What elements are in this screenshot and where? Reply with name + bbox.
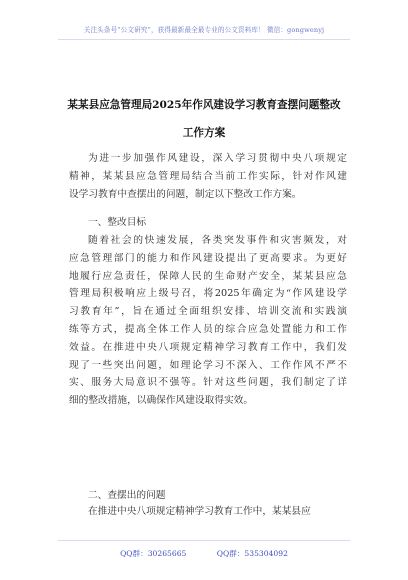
- footer-qq-group-2: QQ群：535304092: [216, 549, 288, 558]
- section2-heading: 二、查摆出的问题: [88, 490, 166, 501]
- section1-line: 应急管理部门的能力和作风建设提出了更高要求。为更好: [69, 252, 347, 264]
- section2-paragraph: [69, 503, 347, 521]
- bottom-divider: [58, 540, 350, 541]
- intro-line: 设学习教育中查摆出的问题，制定以下整改工作方案。: [69, 188, 302, 200]
- section1-line: 管理局积极响应上级号召，将2025年确定为“作风建设学: [69, 288, 347, 300]
- section1-line: 习教育年”，旨在通过全面组织安排、培训交流和实践演: [69, 306, 347, 318]
- section1-line: 地履行应急责任，保障人民的生命财产安全，某某县应急: [69, 270, 347, 282]
- section1-paragraph: [69, 232, 347, 410]
- intro-line: 精神，某某县应急管理局结合当前工作实际，针对作风建: [69, 170, 347, 182]
- section1-line: 效益。在推进中央八项规定精神学习教育工作中，我们发: [69, 341, 347, 353]
- section1-line: 随着社会的快速发展，各类突发事件和灾害频发，对: [88, 235, 347, 246]
- footer: [0, 548, 408, 559]
- section2-line: 在推进中央八项规定精神学习教育工作中，某某县应: [88, 506, 311, 517]
- section1-line: 细的整改措施，以确保作风建设取得实效。: [69, 395, 254, 407]
- top-banner: [0, 24, 408, 34]
- footer-qq-group-1: QQ群：30265665: [120, 549, 187, 558]
- top-divider: [58, 39, 350, 40]
- document-title-line1: 某某县应急管理局2025年作风建设学习教育查摆问题整改: [67, 99, 341, 111]
- section1-line: 实、服务大局意识不强等。针对这些问题，我们制定了详: [69, 377, 347, 389]
- banner-text: 关注头条号“公文研究”，获得最新最全最专业的公文资料库！ 微信：gongwenyj: [83, 26, 325, 34]
- intro-line: 为进一步加强作风建设，深入学习贯彻中央八项规定: [88, 153, 347, 164]
- section1-line: 现了一些突出问题，如理论学习不深入、工作作风不严不: [69, 359, 347, 371]
- section1-heading: 一、整改目标: [88, 217, 147, 228]
- document-title-line2: 工作方案: [182, 127, 226, 139]
- section1-line: 练等方式，提高全体工作人员的综合应急处置能力和工作: [69, 323, 347, 335]
- intro-paragraph: [69, 150, 347, 203]
